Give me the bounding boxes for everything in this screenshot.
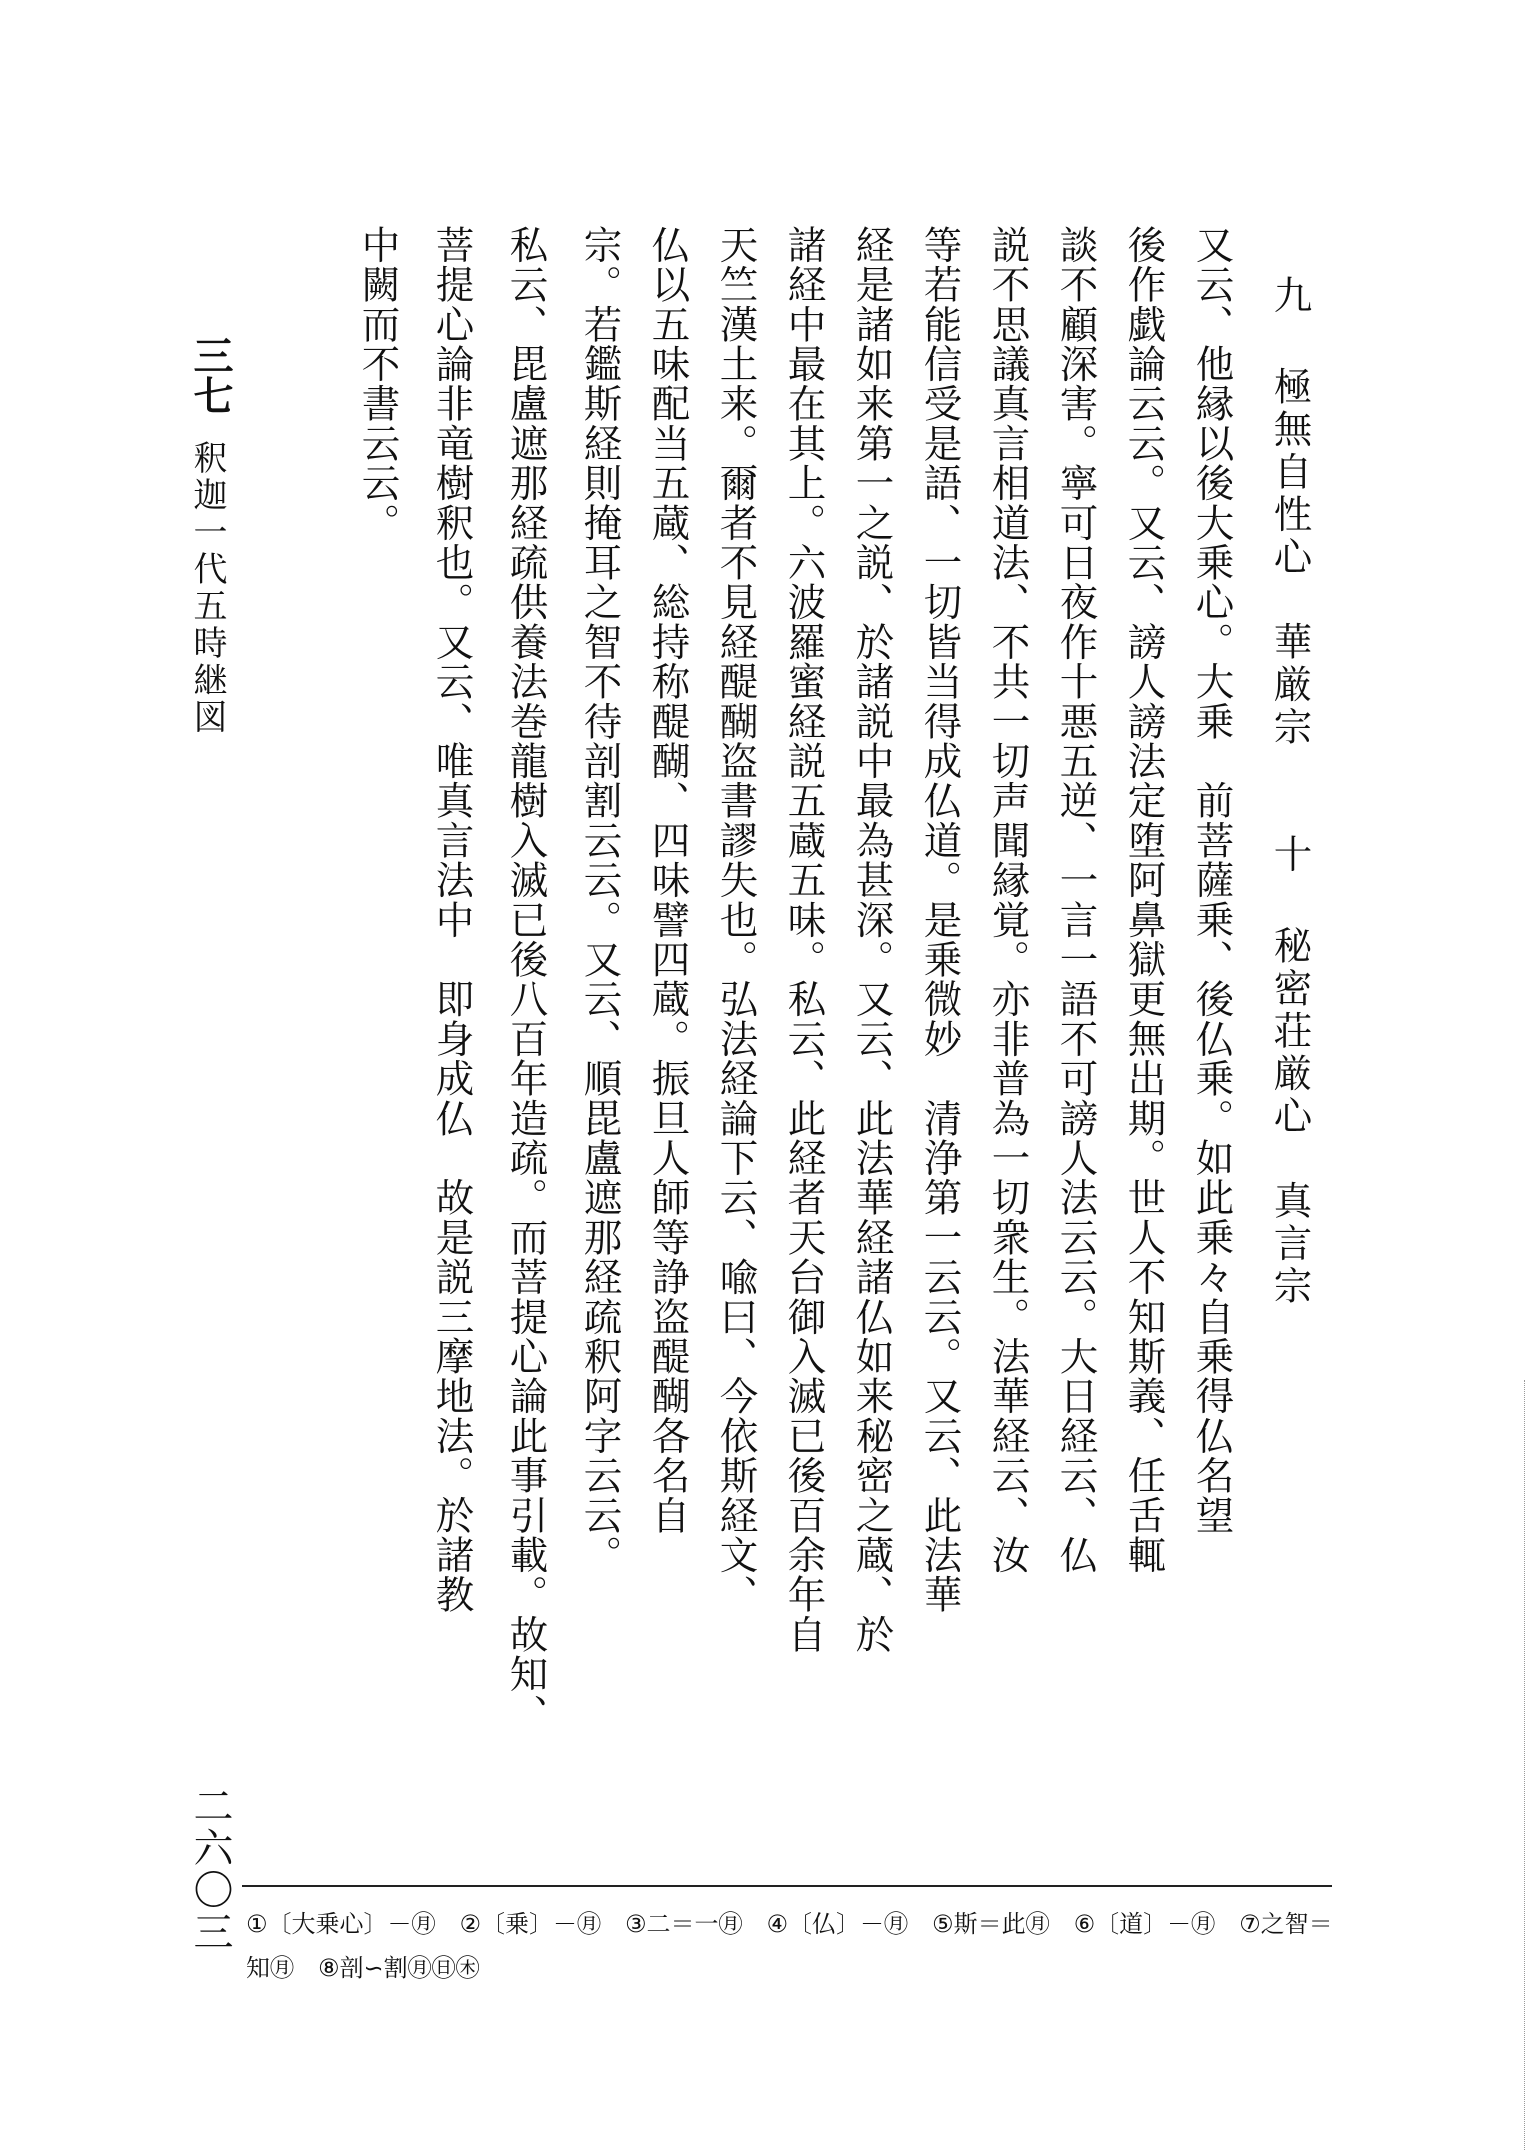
text-line: 天竺漢土来。爾者不見経醍醐盗書謬失也。弘法経論下云、喩曰、今依斯経文、 (713, 225, 759, 1615)
text-line: 中闕而不書云云。 (355, 225, 401, 543)
text-line: 諸経中最在其上。六波羅蜜経説五蔵五味。私云、此経者天台御入滅已後百余年自 (781, 225, 827, 1655)
text-line: 説不思議真言相道法、不共一切声聞縁覚。亦非普為一切衆生。法華経云、汝 (985, 225, 1031, 1575)
footnote-line: 知㊊ ⑧剖∽割㊊㊐㊍ (246, 1954, 480, 1982)
text-line: 宗。若鑑斯経則掩耳之智不待剖割云云。又云、順毘盧遮那経疏釈阿字云云。 (577, 225, 623, 1575)
sidebar-running-title: 釈迦一代五時継図 (187, 440, 227, 736)
text-line: 後作戯論云云。又云、謗人謗法定堕阿鼻獄更無出期。世人不知斯義、任舌輒 (1121, 225, 1167, 1575)
sidebar-section-number: 三七 (187, 335, 234, 415)
text-line: 等若能信受是語、一切皆当得成仏道。是乗微妙 清浄第一云云。又云、此法華 (917, 225, 963, 1615)
page-number: 二六〇三 (187, 1785, 233, 1953)
text-line: 仏以五味配当五蔵、総持称醍醐、四味譬四蔵。振旦人師等諍盗醍醐各名自 (645, 225, 691, 1536)
footnote-divider (242, 1885, 1332, 1887)
text-line: 談不顧深害。寧可日夜作十悪五逆、一言一語不可謗人法云云。大日経云、仏 (1053, 225, 1099, 1575)
text-line: 私云、毘盧遮那経疏供養法巻龍樹入滅已後八百年造疏。而菩提心論此事引載。故知、 (503, 225, 549, 1734)
scan-edge (1524, 1380, 1525, 2150)
text-line: 経是諸如来第一之説、於諸説中最為甚深。又云、此法華経諸仏如来秘密之蔵、於 (849, 225, 895, 1655)
text-line: 又云、他縁以後大乗心。大乗 前菩薩乗、後仏乗。如此乗々自乗得仏名望 (1189, 225, 1235, 1536)
footnote-line: ①〔大乗心〕－㊊ ②〔乗〕－㊊ ③二＝一㊊ ④〔仏〕－㊊ ⑤斯＝此㊊ ⑥〔道〕－㊊ ⑦之智＝ (246, 1910, 1333, 1938)
heading-line: 九 極無自性心 華厳宗 十 秘密荘厳心 真言宗 (1267, 275, 1313, 1308)
footnotes (246, 1902, 1336, 1990)
text-line: 菩提心論非竜樹釈也。又云、唯真言法中 即身成仏 故是説三摩地法。於諸教 (429, 225, 475, 1615)
